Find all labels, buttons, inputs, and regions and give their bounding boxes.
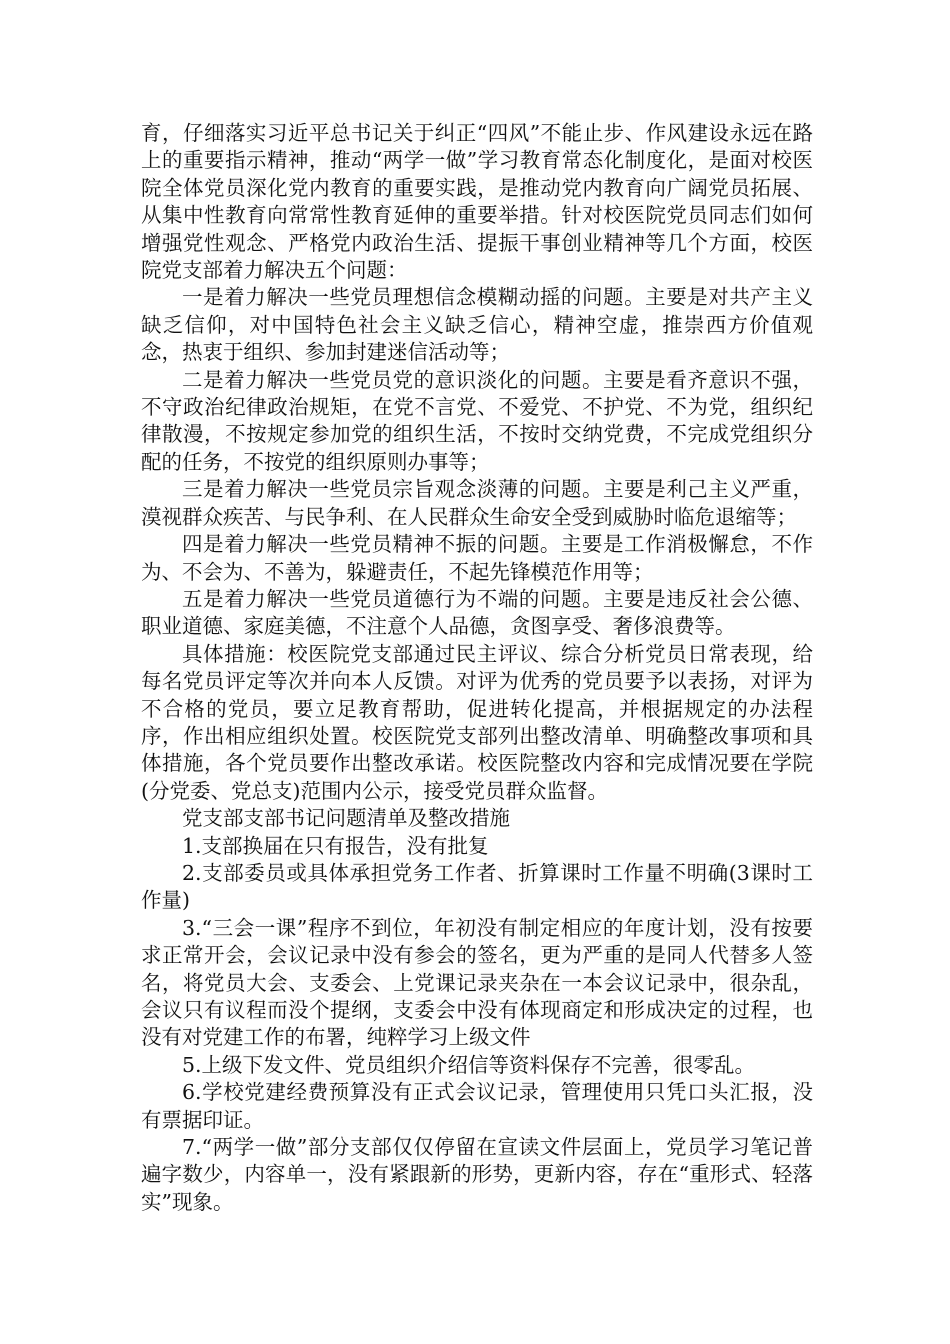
document-body bbox=[141, 120, 813, 1216]
paragraph-problem-5: 五是着力解决一些党员道德行为不端的问题。主要是违反社会公德、职业道德、家庭美德，不注意个人品德，贪图享受、奢侈浪费等。 bbox=[141, 586, 813, 639]
paragraph-problem-2: 二是着力解决一些党员党的意识淡化的问题。主要是看齐意识不强，不守政治纪律政治规矩，在党不言党、不爱党、不护党、不为党，组织纪律散漫，不按规定参加党的组织生活，不按时交纳党费，不完成党组织分配的任务，不按党的组织原则办事等； bbox=[141, 367, 813, 474]
list-item-3: 3.“三会一课”程序不到位，年初没有制定相应的年度计划，没有按要求正常开会，会议记录中没有参会的签名，更为严重的是同人代替多人签名，将党员大会、支委会、上党课记录夹杂在一本会议记录中，很杂乱，会议只有议程而没个提纲，支委会中没有体现商定和形成决定的过程，也没有对党建工作的布署，纯粹学习上级文件 bbox=[141, 915, 813, 1050]
paragraph-problem-4: 四是着力解决一些党员精神不振的问题。主要是工作消极懈怠，不作为、不会为、不善为，躲避责任，不起先锋模范作用等； bbox=[141, 532, 813, 584]
list-item-5: 5.上级下发文件、党员组织介绍信等资料保存不完善，很零乱。 bbox=[182, 1052, 756, 1077]
paragraph-intro-continuation: 育，仔细落实习近平总书记关于纠正“四风”不能止步、作风建设永远在路上的重要指示精神，推动“两学一做”学习教育常态化制度化，是面对校医院全体党员深化党内教育的重要实践，是推动党内教育向广阔党员拓展、从集中性教育向常常性教育延伸的重要举措。针对校医院党员同志们如何增强党性观念、严格党内政治生活、提振干事创业精神等几个方面，校医院党支部着力解决五个问题： bbox=[141, 121, 813, 283]
paragraph-measures: 具体措施：校医院党支部通过民主评议、综合分析党员日常表现，给每名党员评定等次并向本人反馈。对评为优秀的党员要予以表扬，对评为不合格的党员，要立足教育帮助，促进转化提高，并根据规定的办法程序，作出相应组织处置。校医院党支部列出整改清单、明确整改事项和具体措施，各个党员要作出整改承诺。校医院整改内容和完成情况要在学院(分党委、党总支)范围内公示，接受党员群众监督。 bbox=[141, 641, 813, 803]
paragraph-problem-1: 一是着力解决一些党员理想信念模糊动摇的问题。主要是对共产主义缺乏信仰，对中国特色社会主义缺乏信心，精神空虚，推崇西方价值观念，热衷于组织、参加封建迷信活动等； bbox=[141, 285, 813, 365]
list-item-1: 1.支部换届在只有报告，没有批复 bbox=[182, 833, 489, 858]
list-item-2: 2.支部委员或具体承担党务工作者、折算课时工作量不明确(3课时工作量) bbox=[141, 860, 813, 913]
paragraph-problem-3: 三是着力解决一些党员宗旨观念淡薄的问题。主要是利己主义严重，漠视群众疾苦、与民争利、在人民群众生命安全受到威胁时临危退缩等； bbox=[141, 477, 813, 529]
list-item-6: 6.学校党建经费预算没有正式会议记录，管理使用只凭口头汇报，没有票据印证。 bbox=[141, 1080, 813, 1132]
section-heading-issue-list: 党支部支部书记问题清单及整改措施 bbox=[182, 806, 510, 831]
list-item-7: 7.“两学一做”部分支部仅仅停留在宣读文件层面上，党员学习笔记普遍字数少，内容单一，没有紧跟新的形势，更新内容，存在“重形式、轻落实”现象。 bbox=[141, 1135, 813, 1214]
